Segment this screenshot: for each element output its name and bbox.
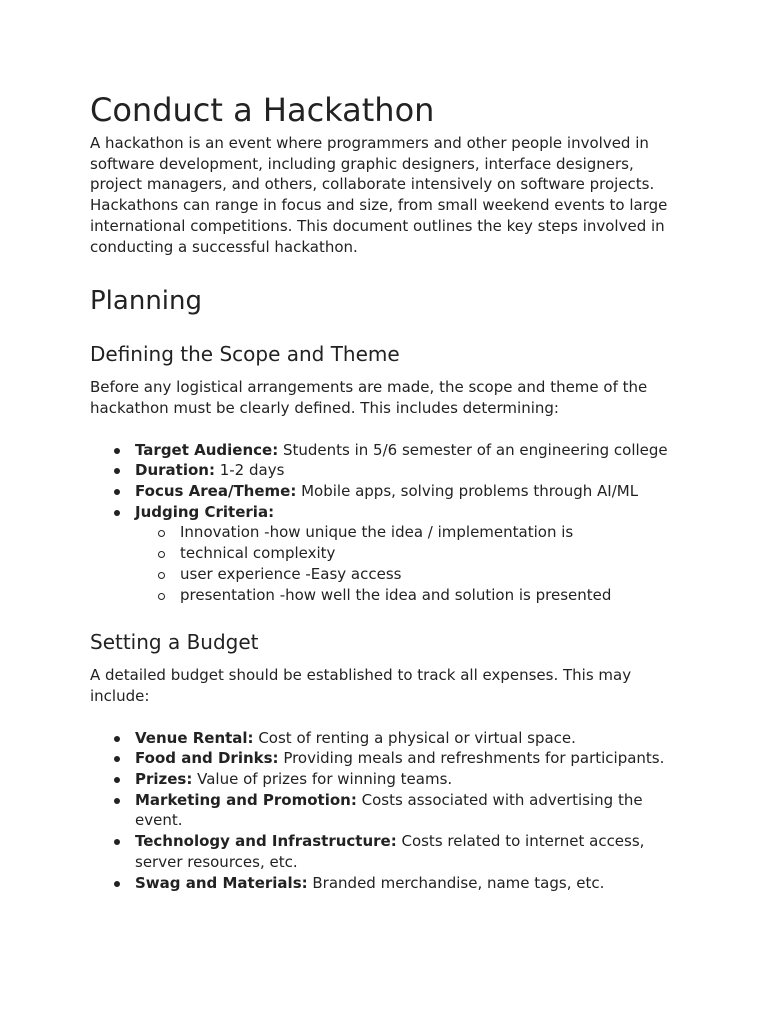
judging-criteria-list: [135, 522, 678, 605]
item-text: Costs associated with advertising the event.: [135, 790, 643, 830]
list-item: user experience -Easy access: [180, 564, 678, 585]
list-item: [135, 502, 678, 606]
list-item: [135, 748, 678, 769]
list-item: [135, 769, 678, 790]
item-text: Costs related to internet access, server resources, etc.: [135, 832, 645, 871]
list-item: [135, 790, 678, 831]
list-item: [135, 460, 678, 481]
item-label: Target Audience:: [135, 440, 279, 459]
list-item: Innovation -how unique the idea / implementation is: [180, 522, 678, 543]
item-label: Swag and Materials:: [135, 873, 308, 892]
item-text: Mobile apps, solving problems through AI/ML: [296, 482, 639, 501]
item-text: Cost of renting a physical or virtual space.: [253, 728, 576, 747]
scope-list: [90, 440, 678, 606]
planning-heading: Planning: [90, 286, 202, 317]
list-item: [135, 831, 678, 872]
scope-paragraph: Before any logistical arrangements are made, the scope and theme of the hackathon must be clearly defined. This includes determining:: [90, 378, 648, 417]
budget-heading: Setting a Budget: [90, 630, 259, 655]
item-text: Providing meals and refreshments for participants.: [278, 749, 665, 768]
list-item: [135, 728, 678, 749]
item-text: 1-2 days: [214, 461, 285, 480]
item-label: Duration:: [135, 461, 215, 480]
intro-paragraph: A hackathon is an event where programmers and other people involved in software development, including graphic designers, interface designers, project managers, and others, collaborate intensively on software projects. Hackathons can range in focus and size, from small weekend events to large international competitions. This document outlines the key steps involved in conducting a successful hackathon.: [90, 134, 668, 256]
scope-heading: Defining the Scope and Theme: [90, 342, 400, 367]
item-text: Value of prizes for winning teams.: [192, 770, 453, 789]
list-item: presentation -how well the idea and solution is presented: [180, 585, 678, 606]
document-title: Conduct a Hackathon: [90, 91, 435, 129]
list-item: [135, 440, 678, 461]
item-text: Branded merchandise, name tags, etc.: [307, 873, 605, 892]
list-item: [135, 873, 678, 894]
budget-paragraph: A detailed budget should be established to track all expenses. This may include:: [90, 666, 632, 705]
item-label: Prizes:: [135, 770, 193, 789]
item-label: Venue Rental:: [135, 728, 254, 747]
budget-list: [90, 728, 678, 894]
item-label: Marketing and Promotion:: [135, 790, 357, 809]
list-item: [135, 481, 678, 502]
item-label: Technology and Infrastructure:: [135, 832, 397, 851]
list-item: technical complexity: [180, 543, 678, 564]
item-label: Food and Drinks:: [135, 749, 279, 768]
item-text: Students in 5/6 semester of an engineering college: [278, 440, 668, 459]
item-label: Focus Area/Theme:: [135, 482, 297, 501]
item-label: Judging Criteria:: [135, 502, 275, 521]
